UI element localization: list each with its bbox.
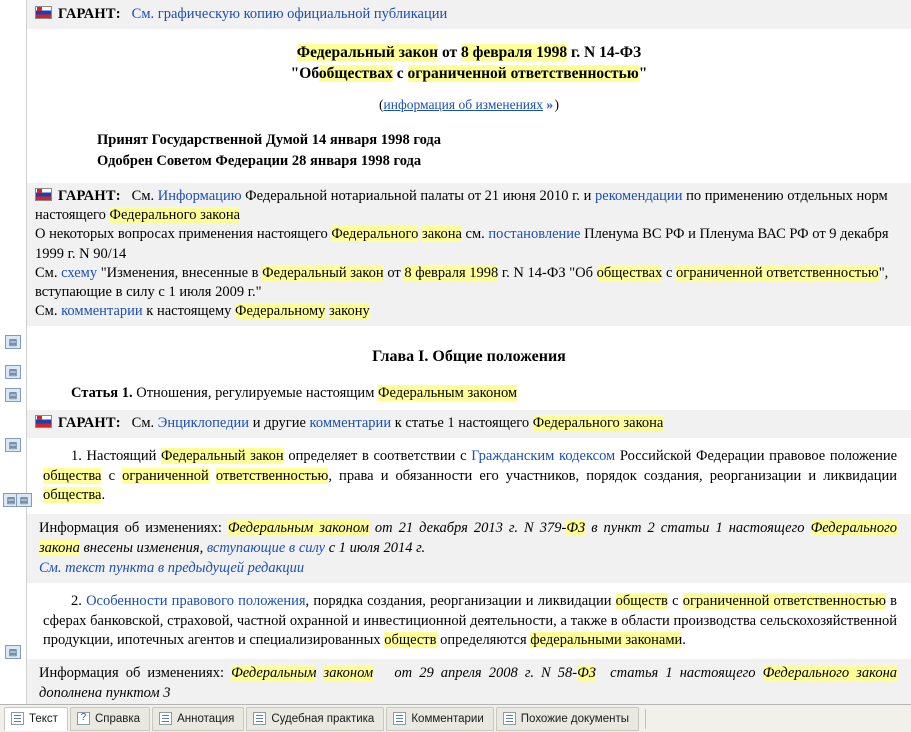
document-title (27, 43, 911, 85)
hl-federal-law: Федерального закона (532, 414, 664, 431)
garant-main-text-1: Федеральной нотариальной палаты от 21 июня 2010 г. и (245, 188, 592, 205)
garant-main-text-4: Пленума ВС РФ и Пленума ВАС РФ от 9 декабря 1999 г. N 90/14 (35, 226, 889, 262)
hl-obshchestva: общества (43, 467, 102, 484)
encyclopedias-link[interactable]: Энциклопедии (157, 414, 250, 431)
hl-ogranichennoy: ограниченной (122, 467, 209, 484)
comments-icon (393, 712, 406, 725)
hl-federal: Федерального (331, 226, 419, 243)
hl-federal-law: Федерального закона (762, 665, 898, 682)
gutter-marker-icon[interactable]: ▤ (5, 388, 21, 402)
hl-zakonu: закону (329, 302, 370, 319)
hl-federalnym: Федеральным (231, 665, 317, 682)
garant-main-line-4 (35, 302, 901, 321)
garant-label: ГАРАНТ: (58, 188, 121, 205)
garant-label: ГАРАНТ: (58, 6, 121, 22)
hl-fz: ФЗ (577, 665, 596, 682)
hl-federal-law: Федерального закона (39, 520, 898, 556)
title-s: с (396, 65, 404, 83)
garant-main-line-1 (35, 187, 901, 225)
help-icon (77, 712, 90, 725)
p1-text-2: определяет в соответствии с (288, 447, 467, 464)
hl-ogranichennoy-otvetstvennostyu: ограниченной ответственностью (682, 593, 886, 609)
tabbar-divider (645, 709, 646, 729)
title-line-1 (27, 43, 911, 64)
resolution-link[interactable]: постановление (488, 226, 581, 243)
tab-label: Текст (29, 712, 58, 725)
official-publication-link[interactable]: См. графическую копию официальной публикации (131, 6, 448, 22)
hl-zakonom: законом (323, 665, 374, 682)
flag-icon (35, 6, 52, 19)
title-law-words: Федеральный закон (296, 44, 439, 62)
change-note-2 (27, 659, 911, 704)
recommendations-link[interactable]: рекомендации (595, 188, 683, 205)
title-from: от (441, 44, 458, 62)
p2-text-1: , порядка создания, реорганизации и ликвидации (305, 593, 612, 609)
gutter-marker-icon[interactable]: ▤ (16, 493, 32, 507)
hl-fz: ФЗ (566, 520, 586, 536)
info-changes-link[interactable]: информация об изменениях (383, 96, 543, 112)
comments-link[interactable]: комментарии (61, 302, 143, 319)
see-word: См. (35, 302, 58, 319)
see-word: См. (131, 414, 155, 431)
similar-documents-icon (503, 712, 516, 725)
garant-main-text-3: О некоторых вопросах применения настоящего (35, 226, 328, 243)
tab-text[interactable] (4, 707, 68, 731)
p1-text-1: Настоящий (86, 447, 157, 464)
flag-icon (35, 188, 52, 201)
p1-text-4: , права и обязанности его участников, порядок создания, реорганизации и ликвидации (328, 467, 898, 484)
tab-court-practice[interactable] (246, 707, 384, 731)
change2-text-2: статья 1 настоящего (610, 665, 756, 682)
court-practice-icon (253, 712, 266, 725)
tab-label: Справка (94, 712, 141, 725)
title-line-2 (27, 64, 911, 85)
change-note-prefix: Информация об изменениях: (39, 520, 222, 536)
p2-period: . (682, 632, 686, 649)
hl-federalnomu: Федеральному (235, 302, 326, 319)
garant-art1-text-1: и другие (252, 414, 306, 431)
s-word: с (665, 264, 673, 281)
title-date: 8 февраля 1998 (461, 44, 568, 62)
garant-main-text-7: ", вступающие в силу с 1 июля 2009 г." (35, 264, 889, 300)
tab-annotation[interactable] (152, 707, 244, 731)
adopted-duma: Принят Государственной Думой 14 января 1998 года (97, 131, 441, 148)
information-link[interactable]: Информацию (157, 188, 242, 205)
tab-help[interactable] (70, 707, 150, 731)
garant-main-text-5: "Изменения, внесенные в (100, 264, 259, 281)
hl-obshchestvah: обществах (596, 264, 663, 281)
title-ogranichennoy: ограниченной ответственностью (407, 65, 639, 83)
see-word: См. (35, 264, 58, 281)
title-obshchestvah: обществах (318, 65, 393, 83)
text-icon (11, 712, 24, 725)
article-number: Статья 1. (71, 385, 133, 401)
annotation-icon (159, 712, 172, 725)
paragraph-number: 2. (71, 593, 82, 609)
hl-federal-law: Федеральный закон (262, 264, 384, 281)
change1-text-1: от 21 декабря 2013 г. N 379- (374, 520, 567, 536)
info-changes-row (27, 97, 911, 113)
p2-text-3: определяются (440, 632, 527, 649)
p1-text-3: Российской Федерации правовое положение (619, 447, 898, 464)
hl-date: 8 февраля 1998 (404, 264, 499, 281)
paragraph-1 (27, 447, 911, 506)
approved-council: Одобрен Советом Федерации 28 января 1998 года (97, 152, 422, 169)
see-word: См. (131, 188, 155, 205)
comments-link[interactable]: комментарии (309, 414, 392, 431)
gutter-marker-icon[interactable]: ▤ (5, 645, 21, 659)
see-word: см. (465, 226, 485, 243)
chevron-right-icon[interactable]: » (546, 96, 552, 112)
paren-close: ) (554, 96, 559, 112)
hl-zakona: закона (422, 226, 462, 243)
title-quote-open: "Об (290, 65, 319, 83)
garant-main-text-8: к настоящему (146, 302, 232, 319)
bottom-tab-bar (0, 704, 911, 732)
gutter-marker-icon[interactable]: ▤ (5, 438, 21, 452)
garant-main-line-2 (35, 225, 901, 263)
tab-label: Аннотация (177, 712, 235, 725)
paragraph-number: 1. (71, 447, 82, 464)
garant-main-text-6: г. N 14-ФЗ "Об (501, 264, 593, 281)
hl-federal-law: Федеральным законом (378, 385, 518, 401)
previous-version-link[interactable]: См. текст пункта в предыдущей редакции (39, 560, 305, 576)
tab-comments[interactable] (386, 707, 493, 731)
garant-art1-text-2: к статье 1 настоящего (394, 414, 530, 431)
document-content (27, 0, 911, 704)
title-number: г. N 14-ФЗ (570, 44, 642, 62)
s-word: с (672, 593, 679, 609)
p2-text-2: в сферах банковской, страховой, частной охранной и инвестиционной деятельности, а также в области производства сельскохозяйственной продукции, ипотечных агентов и специализированных (43, 593, 898, 649)
entry-into-force-link[interactable]: вступающие в силу (206, 540, 326, 556)
gutter-marker-icon[interactable]: ▤ (5, 365, 21, 379)
change-note-1 (27, 514, 911, 583)
garant-label: ГАРАНТ: (58, 414, 121, 431)
hl-otvetstvennostyu: ответственностью (215, 467, 329, 484)
article-title-text: Отношения, регулируемые настоящим (136, 385, 375, 401)
title-quote-close: " (638, 65, 648, 83)
hl-federal-law: Федеральным законом (227, 520, 369, 536)
garant-note-article-1 (27, 410, 911, 438)
change2-text-3: дополнена пунктом 3 (39, 685, 171, 702)
change1-text-4: с 1 июля 2014 г. (328, 540, 426, 556)
change1-text-3: внесены изменения, (83, 540, 204, 556)
article-1-heading (27, 384, 911, 404)
flag-icon (35, 415, 52, 428)
tab-similar-documents[interactable] (496, 707, 639, 731)
civil-code-link[interactable]: Гражданским кодексом (471, 447, 616, 464)
tab-label: Похожие документы (520, 712, 629, 725)
tab-label: Судебная практика (271, 712, 375, 725)
hl-ogranichennoy: ограниченной ответственностью (676, 264, 879, 281)
paren-open: ( (379, 96, 384, 112)
from-word: от (387, 264, 401, 281)
s-word: с (108, 467, 115, 484)
gutter-marker-icon[interactable]: ▤ (5, 335, 21, 349)
hl-federal-law: Федеральный закон (161, 447, 284, 464)
adoption-info (27, 130, 911, 171)
gutter-marker-icon[interactable]: ▤ (3, 493, 19, 507)
garant-main-text-2: по применению отдельных норм настоящего (35, 188, 888, 224)
left-gutter (0, 0, 27, 704)
garant-note-top (27, 0, 911, 29)
hl-obshchestv: обществ (615, 593, 668, 609)
hl-federal-laws: федеральными законами (530, 632, 683, 649)
scheme-link[interactable]: схему (61, 264, 98, 281)
paragraph-2 (27, 592, 911, 651)
chapter-heading: Глава I. Общие положения (372, 348, 566, 365)
legal-status-features-link[interactable]: Особенности правового положения (86, 593, 306, 609)
hl-federal-law: Федерального закона (109, 207, 241, 224)
change1-text-2: в пункт 2 статьи 1 настоящего (591, 520, 805, 536)
change-note-prefix: Информация об изменениях: (39, 665, 224, 682)
p1-period: . (101, 487, 106, 504)
change2-text-1: от 29 апреля 2008 г. N 58- (394, 665, 578, 682)
garant-main-line-3 (35, 264, 901, 302)
hl-obshchestva: общества (43, 487, 102, 504)
hl-obshchestv: обществ (384, 632, 437, 649)
garant-note-main (27, 183, 911, 326)
tab-label: Комментарии (411, 712, 484, 725)
